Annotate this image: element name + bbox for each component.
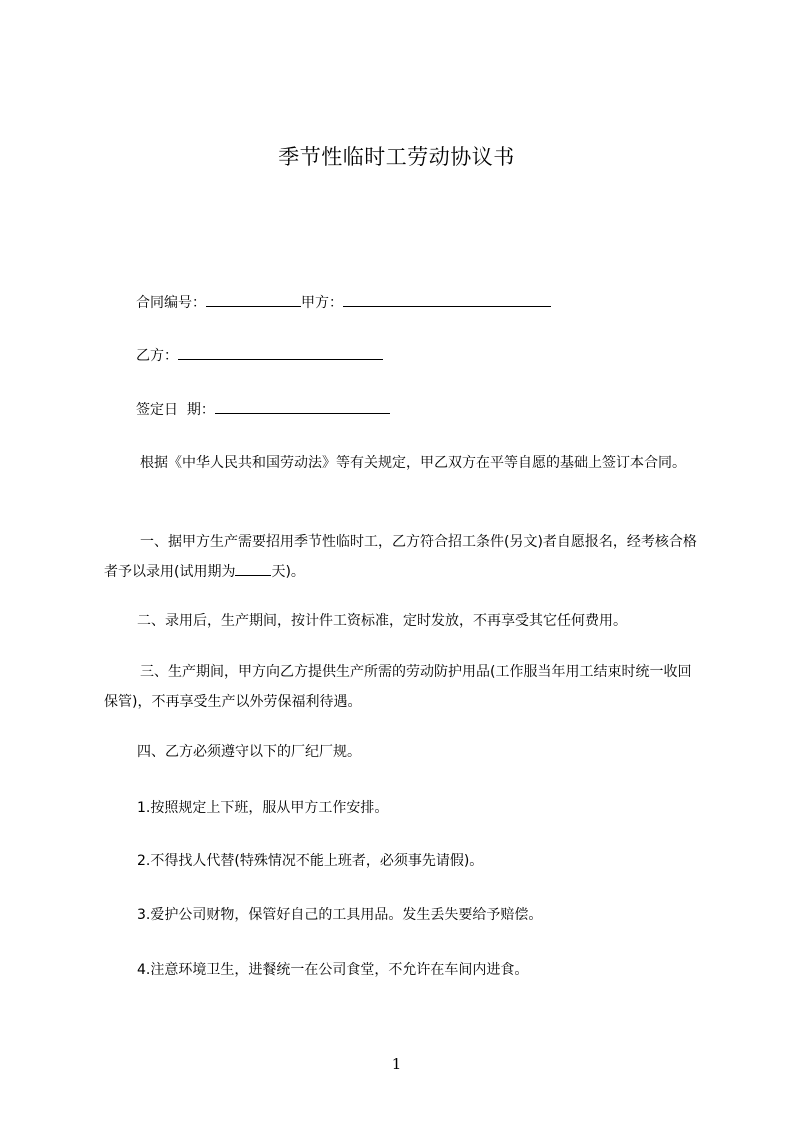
rule-4 bbox=[104, 955, 699, 985]
sign-date-label: 签定日 期： bbox=[136, 402, 215, 418]
document-title: 季节性临时工劳动协议书 bbox=[278, 145, 515, 169]
clause-2-text: 二、录用后，生产期间，按计件工资标准，定时发放，不再享受其它任何费用。 bbox=[137, 613, 627, 629]
clause-4 bbox=[104, 737, 699, 767]
rule-1 bbox=[104, 793, 699, 823]
clause-3 bbox=[104, 657, 699, 717]
party-a-label: 甲方： bbox=[301, 295, 343, 311]
rule-1-text: 1.按照规定上下班，服从甲方工作安排。 bbox=[137, 800, 389, 816]
clause-1-tail: 天)。 bbox=[271, 564, 305, 580]
clause-2 bbox=[104, 606, 699, 636]
clause-3-text: 三、生产期间，甲方向乙方提供生产所需的劳动防护用品(工作服当年用工结束时统一收回保管)，不再享受生产以外劳保福利待遇。 bbox=[104, 664, 692, 710]
party-a-blank bbox=[343, 291, 551, 307]
intro-paragraph bbox=[104, 448, 699, 478]
probation-days-blank bbox=[235, 561, 271, 576]
clause-1-text: 一、据甲方生产需要招用季节性临时工，乙方符合招工条件(另文)者自愿报名，经考核合格者予以录用(试用期为 bbox=[104, 534, 697, 580]
party-b-label: 乙方： bbox=[136, 348, 178, 364]
rule-4-text: 4.注意环境卫生，进餐统一在公司食堂，不允许在车间内进食。 bbox=[137, 962, 529, 978]
sign-date-blank bbox=[215, 398, 390, 414]
rule-2 bbox=[104, 846, 699, 876]
party-b-line bbox=[136, 344, 383, 366]
intro-text: 根据《中华人民共和国劳动法》等有关规定，甲乙双方在平等自愿的基础上签订本合同。 bbox=[140, 455, 686, 471]
rule-3-text: 3.爱护公司财物，保管好自己的工具用品。发生丢失要给予赔偿。 bbox=[137, 907, 543, 923]
contract-no-blank bbox=[206, 291, 301, 307]
rule-2-text: 2.不得找人代替(特殊情况不能上班者，必须事先请假)。 bbox=[137, 853, 484, 869]
clause-4-text: 四、乙方必须遵守以下的厂纪厂规。 bbox=[137, 744, 361, 760]
clause-1 bbox=[104, 527, 699, 587]
contract-no-party-a-line bbox=[136, 291, 551, 313]
contract-no-label: 合同编号： bbox=[136, 295, 206, 311]
rule-3 bbox=[104, 900, 699, 930]
sign-date-line bbox=[136, 398, 390, 420]
party-b-blank bbox=[178, 344, 383, 360]
page-number: 1 bbox=[391, 1055, 402, 1073]
